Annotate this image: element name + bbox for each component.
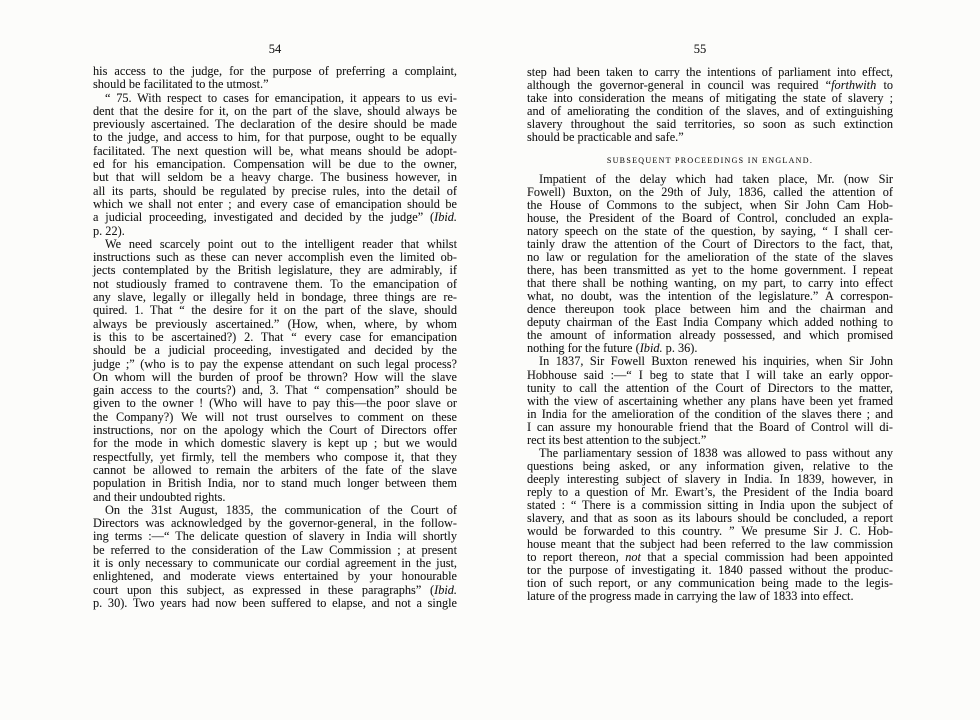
text-line: We need scarcely point out to the intelligent reader that whilst [105, 236, 457, 251]
text-line: jects contemplated by the British legislature, they are admirably, if [93, 263, 457, 278]
text-run: although the governor-general in council was required “ [527, 78, 832, 93]
paragraph [527, 447, 893, 604]
text-line: I can assure my honourable friend that the Board of Control will di- [527, 419, 893, 434]
text-line: On whom will the burden of proof be thrown? How will the slave [93, 369, 457, 384]
text-line: tainly draw the attention of the Court of Directors to the fact, that, [527, 237, 893, 252]
italic-text: forthwith [831, 78, 877, 93]
text-line: reply to a question of Mr. Ewart’s, the President of the India board [527, 484, 893, 499]
text-line: tion of such report, or any communication being made to the legis- [527, 576, 893, 591]
text-line: dence thereupon took place between him and the chairman and [527, 302, 893, 317]
text-line: previously ascertained. The declaration of the desire should be made [93, 117, 457, 132]
text-line: gain access to the courts?) and, 3. That “ compensation” should be [93, 383, 457, 398]
text-line: ed for his emancipation. Compensation will be due to the owner, [93, 157, 457, 172]
text-line: house, the President of the Board of Control, concluded an expla- [527, 210, 893, 225]
text-line: it is only necessary to communicate our cordial agreement in the just, [93, 555, 457, 570]
text-line: what, no doubt, was the intention of the legislature.” A correspon- [527, 289, 893, 304]
text-line: rect its best attention to the subject.” [527, 432, 707, 447]
text-line: and their undoubted rights. [93, 489, 226, 504]
text-line: should be practicable and safe.” [527, 130, 684, 145]
text-line: to the judge, and access to him, for that purpose, ought to be equally [93, 130, 457, 145]
text-line: facilitated. The next question will be, what means should be adopt- [93, 143, 457, 158]
right-page [490, 0, 980, 720]
text-line: with the view of ascertaining whether any plans have been yet framed [527, 393, 893, 408]
text-line: his access to the judge, for the purpose of preferring a complaint, [93, 64, 457, 78]
text-line: the Company?) We will not trust ourselves to comment on these [93, 409, 457, 424]
text-line: instructions, nor on the apology which the Court of Directors offer [93, 423, 457, 438]
text-line: house meant that the subject had been referred to the law commission [527, 537, 893, 552]
text-line: quired. 1. That “ the desire for it on the part of the slave, should [93, 303, 457, 318]
text-line: natory speech on the state of the question, by saying, “ I shall cer- [527, 224, 893, 239]
text-line: which we shall not enter ; and every case of emancipation should be [93, 196, 457, 211]
text-line [93, 211, 457, 224]
paragraph [527, 355, 893, 446]
page-text [93, 65, 457, 610]
text-line: questions being asked, or any information given, relative to the [527, 458, 893, 473]
paragraph [527, 66, 893, 144]
text-run: a judicial proceeding, investigated and decided by the judge” ( [93, 210, 435, 225]
section-heading: SUBSEQUENT PROCEEDINGS IN ENGLAND. [606, 155, 814, 165]
paragraph [93, 238, 457, 504]
text-line: instructions such as these can never accomplish even the limited ob- [93, 250, 457, 265]
text-line: On the 31st August, 1835, the communication of the Court of [105, 502, 457, 517]
text-line: not studiously framed to contravene them. To the emancipation of [93, 276, 457, 291]
text-line: take into consideration the means of mitigating the state of slavery ; [527, 91, 893, 106]
text-line [93, 584, 457, 597]
text-line: cannot be allowed to remain the arbiters of the fate of the slave [93, 462, 457, 477]
text-line: respectfully, yet firmly, tell the members who compose it, that they [93, 449, 457, 464]
text-line: should be a judicial proceeding, investigated and decided by the [93, 343, 457, 358]
text-line: there, has been transmitted as yet to the home government. I repeat [527, 263, 893, 278]
page-number: 54 [268, 42, 282, 56]
text-run: that a special commission had been appointed [640, 550, 893, 565]
text-line: population in British India, nor to stand much longer between them [93, 476, 457, 491]
paragraph [93, 92, 457, 238]
text-line: no law or regulation for the amelioration of the state of the slaves [527, 250, 893, 265]
text-line: always be previously ascertained.” (How, when, where, by whom [93, 316, 457, 331]
text-line: slavery throughout the said territories, so soon as such extinction [527, 117, 893, 132]
text-line: ing terms :—“ The delicate question of slavery in India will shortly [93, 529, 457, 544]
text-line: enlightened, and moderate views entertained by your honourable [93, 569, 457, 584]
text-line: in India for the amelioration of the condition of the slaves there ; and [527, 406, 893, 421]
italic-text: Ibid. [434, 210, 457, 225]
text-run: p. 36). [662, 341, 698, 356]
text-line: the House of Commons to the subject, when Sir John Cam Hob- [527, 197, 893, 212]
page-text [527, 66, 893, 603]
text-line: Directors was acknowledged by the governor-general, in the follow- [93, 516, 457, 531]
text-line: p. 30). Two years had now been suffered to elapse, and not a single [93, 595, 457, 610]
text-line: p. 22). [93, 223, 125, 238]
text-line: any slave, legally or illegally held in bondage, three things are re- [93, 290, 457, 305]
text-line: deputy chairman of the East India Company which added nothing to [527, 315, 893, 330]
italic-text: Ibid. [434, 582, 457, 597]
text-line: and of ameliorating the condition of the slaves, and of extinguishing [527, 104, 893, 119]
page-number: 55 [693, 42, 707, 56]
text-run: to [876, 78, 894, 93]
text-line: lature of the progress made in carrying the law of 1833 into effect. [527, 589, 854, 604]
text-line: that there shall be nothing wanting, on my part, to carry into effect [527, 276, 893, 291]
text-line: be referred to the consideration of the Law Commission ; at present [93, 542, 457, 557]
italic-text: Ibid. [639, 341, 663, 356]
text-line: Impatient of the delay which had taken place, Mr. (now Sir [539, 171, 893, 186]
text-line: Fowell) Buxton, on the 29th of July, 1836, called the attention of [527, 184, 893, 199]
text-line: but that will seldom be a heavy charge. The business however, in [93, 170, 457, 185]
text-line: judge ;” (who is to pay the expense attendant on such legal process? [93, 356, 457, 371]
text-run: to report thereon, [527, 550, 626, 565]
text-line: all its parts, should be regulated by precise rules, into the detail of [93, 183, 457, 198]
text-line: deeply interesting subject of slavery in India. In 1839, however, in [527, 471, 893, 486]
text-line: slavery, and that as soon as its labours should be concluded, a report [527, 511, 893, 526]
text-line: In 1837, Sir Fowell Buxton renewed his inquiries, when Sir John [539, 354, 893, 369]
text-line: tor the purpose of investigating it. 1840 passed without the produc- [527, 563, 893, 578]
text-line: The parliamentary session of 1838 was allowed to pass without any [539, 445, 893, 460]
text-line: is this to be ascertained?) 2. That “ every case for emancipation [93, 329, 457, 344]
text-run: court upon this subject, as expressed in these paragraphs” ( [93, 582, 435, 597]
paragraph [93, 504, 457, 610]
text-line: would be forwarded to this country. ” We presume Sir J. C. Hob- [527, 524, 893, 539]
italic-text: not [625, 550, 641, 565]
text-line: dent that the desire for it, on the part of the slave, should always be [93, 103, 457, 118]
text-line: step had been taken to carry the intentions of parliament into effect, [527, 65, 893, 79]
text-line: given to the owner ! (Who will have to pay this—the poor slave or [93, 396, 457, 411]
text-line: Hobhouse said :—“ I beg to state that I will take an early oppor- [527, 367, 893, 382]
paragraph [527, 173, 893, 356]
text-line: stated : “ There is a commission sitting in India upon the subject of [527, 498, 893, 512]
text-run: nothing for the future ( [527, 341, 640, 356]
text-line: the amount of information already possessed, and which promised [527, 328, 893, 343]
text-line: “ 75. With respect to cases for emancipation, it appears to us evi- [105, 90, 457, 105]
text-line: tunity to call the attention of the Court of Directors to the matter, [527, 380, 893, 395]
paragraph [93, 65, 457, 92]
text-line: for the mode in which domestic slavery is kept up ; but we would [93, 436, 457, 451]
text-line: should be facilitated to the utmost.” [93, 77, 269, 92]
